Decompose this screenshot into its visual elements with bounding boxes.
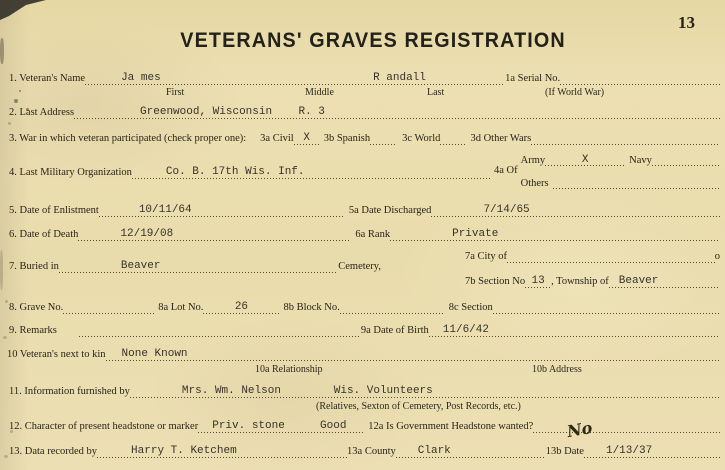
paper-stain-top-left — [0, 0, 48, 20]
field-3a-civil-label: 3a Civil — [260, 133, 294, 144]
field-13b-date-label: 13b Date — [545, 446, 584, 457]
field-5-value: 10/11/64 — [138, 204, 192, 216]
field-7-cemetery-line — [59, 260, 338, 273]
sublabel-relatives-note: (Relatives, Sexton of Cemetery, Post Records, etc.) — [316, 401, 521, 412]
field-8-label: 8. Grave No. — [9, 302, 64, 313]
field-13-recorder-value: Harry T. Ketchem — [131, 445, 237, 457]
form-header — [0, 29, 725, 53]
field-3b-spanish-line — [370, 132, 397, 145]
field-7b-township-value: Beaver — [618, 275, 659, 287]
field-8c-section-label: 8c Section — [448, 302, 493, 313]
field-4a-army-line — [545, 153, 625, 166]
field-7b-section-value: 13 — [531, 275, 545, 287]
field-4a-navy-label: Navy — [629, 155, 652, 166]
field-10-value: None Known — [121, 348, 188, 360]
field-9-label: 9. Remarks — [9, 325, 57, 336]
field-4a-others-row — [521, 174, 720, 189]
field-12a-gov-headstone-label: 12a Is Government Headstone wanted? — [368, 421, 534, 432]
paper-speck — [8, 122, 11, 125]
sublabel-if-world-war: (If World War) — [545, 87, 605, 98]
field-7a-city-tail: o — [714, 251, 720, 262]
field-12-headstone — [9, 417, 720, 442]
field-9-remarks — [9, 322, 720, 337]
field-11-value: Mrs. Wm. Nelson Wis. Volunteers — [181, 385, 433, 397]
field-6a-rank-line — [390, 228, 720, 241]
field-6-label: 6. Date of Death — [9, 229, 79, 240]
field-4a-of-label: 4a Of — [494, 164, 518, 176]
field-10-next-of-kin — [7, 346, 720, 361]
field-13-recorded-by — [9, 443, 720, 458]
field-7-label: 7. Buried in — [9, 261, 59, 272]
sublabel-relationship: 10a Relationship — [255, 364, 323, 375]
field-12-label: 12. Character of present headstone or marker — [9, 421, 199, 432]
field-8a-lot-label: 8a Lot No. — [158, 302, 204, 313]
field-12a-gov-headstone-value: No — [565, 417, 595, 442]
field-10-label: 10 Veteran's next to kin — [7, 349, 106, 360]
field-6-death — [9, 226, 720, 241]
field-5a-discharged-value: 7/14/65 — [483, 204, 530, 216]
field-8a-lot-line — [203, 301, 279, 314]
paper-speck — [3, 336, 7, 339]
field-4-military-organization — [9, 164, 492, 179]
field-6-line — [78, 228, 351, 241]
paper-speck — [4, 455, 8, 458]
field-7b-township-line — [609, 275, 720, 288]
field-11-line — [130, 385, 720, 398]
field-3c-world-label: 3c World — [402, 133, 441, 144]
field-1-last-value: R andall — [373, 72, 426, 84]
field-13a-county-label: 13a County — [347, 446, 396, 457]
field-4a-army-value: X — [581, 154, 589, 166]
field-7b-township-label: , Township of — [551, 276, 609, 287]
field-7b-section-line — [525, 275, 551, 288]
sublabel-last: Last — [427, 87, 445, 98]
field-8a-lot-value: 26 — [234, 301, 249, 313]
field-5-line — [99, 204, 345, 217]
field-13a-county-line — [396, 445, 546, 458]
field-7-buried-in — [9, 258, 381, 273]
field-1-first-value: Ja mes — [121, 72, 161, 84]
field-4-label: 4. Last Military Organization — [9, 167, 132, 178]
field-5a-discharged-label: 5a Date Discharged — [348, 205, 432, 216]
field-8b-block-line — [340, 301, 444, 314]
paper-streak — [0, 250, 3, 290]
field-3a-civil-value: X — [303, 132, 311, 144]
field-10-sublabels — [0, 364, 725, 377]
field-4-value: Co. B. 17th Wis. Inf. — [165, 166, 305, 178]
field-3d-other-wars-label: 3d Other Wars — [470, 133, 532, 144]
field-2-label: 2. Last Address — [9, 107, 75, 118]
field-3d-other-wars-line — [531, 132, 720, 145]
field-4a-of-block — [494, 151, 720, 189]
field-8-grave-line — [63, 301, 155, 314]
form-title: VETERANS' GRAVES REGISTRATION — [180, 29, 567, 52]
field-13-recorder-line — [97, 445, 347, 458]
field-7a-city-label: 7a City of — [465, 251, 507, 262]
field-3a-civil-line — [294, 132, 320, 145]
field-9a-birth-label: 9a Date of Birth — [360, 325, 429, 336]
sublabel-first: First — [166, 87, 185, 98]
field-4-line — [132, 166, 492, 179]
field-7-cemetery-label: Cemetery, — [338, 261, 381, 272]
field-4a-others-label: Others — [520, 178, 549, 189]
field-12-character-value: Priv. stone — [212, 420, 285, 432]
field-11-label: 11. Information furnished by — [9, 386, 130, 397]
field-12-character-line — [198, 420, 302, 433]
field-6a-rank-label: 6a Rank — [355, 229, 391, 240]
field-2-value: Greenwood, Wisconsin R. 3 — [140, 106, 325, 118]
field-5a-discharged-line — [431, 204, 720, 217]
field-4a-navy-line — [652, 153, 720, 166]
field-4a-others-line — [553, 176, 720, 189]
field-7a-city — [465, 248, 720, 263]
field-13a-county-value: Clark — [417, 445, 451, 457]
field-6a-rank-value: Private — [452, 228, 499, 240]
field-3-war — [9, 130, 720, 145]
field-8-grave — [9, 299, 720, 314]
field-1a-serial-line — [560, 72, 720, 85]
field-3-label: 3. War in which veteran participated (check proper one): — [9, 133, 247, 144]
field-1a-serial-label: 1a Serial No. — [505, 73, 561, 84]
field-9a-birth-line — [429, 324, 720, 337]
field-13-label: 13. Data recorded by — [9, 446, 98, 457]
field-5-enlistment — [9, 202, 720, 217]
field-12-condition-line — [302, 420, 364, 433]
field-5-label: 5. Date of Enlistment — [9, 205, 99, 216]
field-7b-section-township — [465, 273, 720, 288]
field-13b-date-value: 1/13/37 — [605, 445, 653, 457]
field-11-information — [9, 383, 720, 398]
field-7a-city-line — [507, 250, 715, 263]
field-12-condition-value: Good — [320, 420, 347, 432]
field-2-last-address — [9, 104, 720, 119]
field-7b-section-label: 7b Section No — [465, 276, 526, 287]
sublabel-address: 10b Address — [532, 364, 582, 375]
field-1-sublabels — [0, 87, 725, 100]
field-13b-date-line — [584, 445, 720, 458]
field-10-line — [106, 348, 720, 361]
field-6-value: 12/19/08 — [120, 228, 174, 240]
field-3c-world-line — [440, 132, 465, 145]
page-number: 13 — [678, 13, 695, 32]
sublabel-middle: Middle — [305, 87, 334, 98]
field-1-veterans-name — [9, 70, 720, 85]
field-4a-army-label: Army — [520, 155, 546, 166]
field-1-label: 1. Veteran's Name — [9, 73, 86, 84]
field-7-cemetery-value: Beaver — [120, 260, 161, 272]
field-9a-birth-value: 11/6/42 — [442, 324, 489, 336]
field-4a-army-navy-row — [521, 151, 720, 166]
field-2-line — [74, 106, 720, 119]
field-8c-section-line — [493, 301, 720, 314]
field-3b-spanish-label: 3b Spanish — [323, 133, 371, 144]
field-1-name-line — [85, 72, 503, 85]
field-8b-block-label: 8b Block No. — [283, 302, 340, 313]
paper-speck — [5, 300, 8, 303]
field-11-sublabels — [0, 401, 725, 414]
field-12a-gov-headstone-line — [533, 417, 720, 442]
field-9-remarks-line — [79, 324, 359, 337]
